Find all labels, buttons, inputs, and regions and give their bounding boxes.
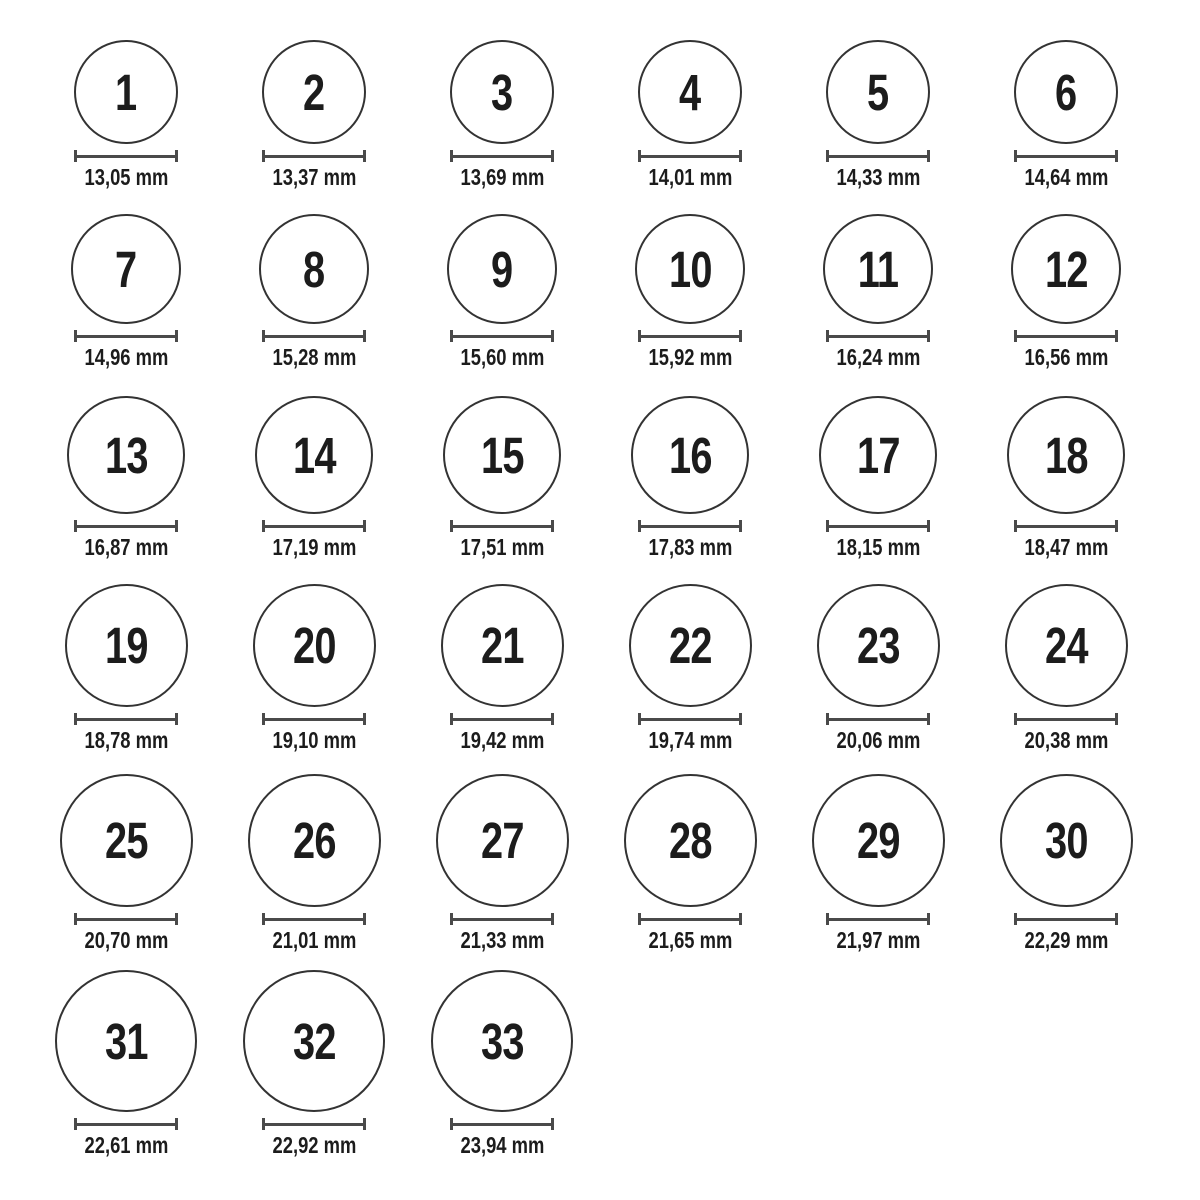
measure-line-bar (641, 525, 739, 528)
diameter-measure-line (1014, 520, 1118, 532)
diameter-label: 15,60 mm (460, 344, 544, 370)
ring-size-number: 6 (1055, 63, 1077, 121)
measure-line-bar (77, 525, 175, 528)
ring-circle (243, 970, 385, 1112)
ring-size-number: 13 (104, 426, 148, 484)
diameter-measure-line (450, 1118, 554, 1130)
diameter-label: 21,33 mm (460, 927, 544, 953)
ring-size-number: 32 (292, 1012, 336, 1070)
measure-line-bar (265, 335, 363, 338)
ring-size-cell (972, 0, 1160, 190)
measure-line-bar (265, 525, 363, 528)
ring-size-number: 28 (668, 812, 712, 869)
ring-circle (1011, 214, 1121, 324)
diameter-measure-line (262, 150, 366, 162)
diameter-measure-line (450, 713, 554, 725)
ring-size-number: 11 (857, 240, 899, 298)
measure-line-bar (1017, 335, 1115, 338)
measure-line-bar (453, 1123, 551, 1126)
measure-line-bar (453, 155, 551, 158)
diameter-label: 15,28 mm (272, 344, 356, 370)
diameter-label: 13,05 mm (84, 164, 168, 190)
ring-size-number: 16 (668, 426, 712, 484)
ring-circle (255, 396, 373, 514)
ring-size-cell (784, 753, 972, 953)
ring-circle (812, 774, 945, 907)
diameter-measure-line (1014, 713, 1118, 725)
ring-size-cell (972, 560, 1160, 753)
ring-circle (638, 40, 742, 144)
ring-circle (1014, 40, 1118, 144)
diameter-measure-line (450, 913, 554, 925)
ring-size-number: 25 (104, 812, 148, 869)
diameter-measure-line (638, 520, 742, 532)
measure-line-bar (77, 155, 175, 158)
diameter-measure-line (638, 330, 742, 342)
diameter-label: 21,01 mm (272, 927, 356, 953)
ring-size-cell (32, 753, 220, 953)
ring-circle (826, 40, 930, 144)
ring-size-cell (972, 753, 1160, 953)
measure-line-bar (453, 335, 551, 338)
ring-circle (819, 396, 937, 514)
chart-row (32, 370, 1200, 560)
ring-circle (450, 40, 554, 144)
ring-size-cell (32, 560, 220, 753)
diameter-measure-line (74, 520, 178, 532)
ring-size-cell (220, 370, 408, 560)
ring-size-cell (220, 190, 408, 370)
ring-size-cell (220, 953, 408, 1158)
measure-line-bar (265, 1123, 363, 1126)
ring-circle (631, 396, 749, 514)
ring-circle (71, 214, 181, 324)
diameter-label: 13,69 mm (460, 164, 544, 190)
ring-size-number: 4 (679, 63, 701, 121)
ring-size-number: 26 (292, 812, 336, 869)
diameter-measure-line (74, 1118, 178, 1130)
ring-circle (447, 214, 557, 324)
measure-line-bar (265, 718, 363, 721)
ring-size-cell (32, 0, 220, 190)
ring-size-number: 1 (115, 63, 137, 121)
ring-circle (60, 774, 193, 907)
measure-line-bar (829, 718, 927, 721)
ring-size-grid (32, 0, 1200, 1158)
diameter-measure-line (262, 330, 366, 342)
measure-line-bar (453, 525, 551, 528)
diameter-measure-line (74, 913, 178, 925)
ring-circle (436, 774, 569, 907)
ring-circle (248, 774, 381, 907)
diameter-label: 22,29 mm (1024, 927, 1108, 953)
measure-line-bar (1017, 155, 1115, 158)
ring-size-cell (972, 190, 1160, 370)
ring-circle (67, 396, 185, 514)
ring-size-number: 31 (104, 1012, 148, 1070)
diameter-measure-line (826, 150, 930, 162)
diameter-measure-line (450, 150, 554, 162)
ring-circle (823, 214, 933, 324)
ring-circle (65, 584, 188, 707)
measure-line-bar (829, 335, 927, 338)
chart-row (32, 953, 1200, 1158)
ring-circle (431, 970, 573, 1112)
ring-size-number: 8 (303, 240, 325, 298)
measure-line-bar (265, 155, 363, 158)
measure-line-bar (453, 718, 551, 721)
diameter-label: 16,56 mm (1024, 344, 1108, 370)
ring-size-number: 27 (480, 812, 524, 869)
ring-circle (253, 584, 376, 707)
diameter-measure-line (74, 150, 178, 162)
ring-size-cell (220, 753, 408, 953)
ring-size-number: 30 (1044, 812, 1088, 869)
diameter-measure-line (262, 1118, 366, 1130)
diameter-measure-line (638, 913, 742, 925)
ring-size-number: 18 (1044, 426, 1088, 484)
diameter-label: 14,33 mm (836, 164, 920, 190)
diameter-label: 19,10 mm (272, 727, 356, 753)
ring-size-number: 23 (856, 617, 900, 674)
ring-circle (1007, 396, 1125, 514)
measure-line-bar (77, 718, 175, 721)
ring-size-number: 20 (292, 617, 336, 674)
ring-size-cell (596, 560, 784, 753)
ring-size-number: 5 (867, 63, 889, 121)
diameter-label: 17,51 mm (460, 534, 544, 560)
diameter-label: 20,38 mm (1024, 727, 1108, 753)
ring-size-number: 29 (856, 812, 900, 869)
ring-size-cell (220, 560, 408, 753)
ring-size-cell (32, 190, 220, 370)
ring-circle (624, 774, 757, 907)
ring-circle (443, 396, 561, 514)
diameter-label: 14,64 mm (1024, 164, 1108, 190)
diameter-label: 15,92 mm (648, 344, 732, 370)
diameter-measure-line (1014, 913, 1118, 925)
ring-size-cell (596, 0, 784, 190)
ring-circle (1005, 584, 1128, 707)
diameter-measure-line (1014, 330, 1118, 342)
diameter-label: 16,87 mm (84, 534, 168, 560)
ring-circle (635, 214, 745, 324)
measure-line-bar (641, 718, 739, 721)
measure-line-bar (1017, 525, 1115, 528)
diameter-label: 20,06 mm (836, 727, 920, 753)
diameter-label: 21,97 mm (836, 927, 920, 953)
measure-line-bar (453, 918, 551, 921)
diameter-label: 14,01 mm (648, 164, 732, 190)
diameter-label: 18,47 mm (1024, 534, 1108, 560)
ring-size-cell (972, 370, 1160, 560)
diameter-measure-line (262, 713, 366, 725)
diameter-measure-line (638, 713, 742, 725)
ring-size-number: 21 (480, 617, 524, 674)
ring-size-number: 12 (1044, 240, 1088, 298)
diameter-measure-line (826, 520, 930, 532)
diameter-label: 17,83 mm (648, 534, 732, 560)
diameter-label: 16,24 mm (836, 344, 920, 370)
ring-circle (629, 584, 752, 707)
diameter-measure-line (826, 913, 930, 925)
ring-size-number: 33 (480, 1012, 524, 1070)
ring-circle (55, 970, 197, 1112)
diameter-measure-line (262, 520, 366, 532)
ring-circle (441, 584, 564, 707)
measure-line-bar (77, 918, 175, 921)
measure-line-bar (641, 335, 739, 338)
measure-line-bar (1017, 718, 1115, 721)
diameter-label: 13,37 mm (272, 164, 356, 190)
diameter-measure-line (638, 150, 742, 162)
ring-size-cell (784, 560, 972, 753)
ring-size-number: 7 (115, 240, 137, 298)
ring-size-cell (32, 953, 220, 1158)
ring-circle (259, 214, 369, 324)
ring-size-cell (784, 190, 972, 370)
diameter-measure-line (450, 330, 554, 342)
diameter-label: 21,65 mm (648, 927, 732, 953)
diameter-measure-line (262, 913, 366, 925)
ring-size-cell (32, 370, 220, 560)
ring-size-cell (596, 753, 784, 953)
ring-size-cell (596, 190, 784, 370)
chart-row (32, 190, 1200, 370)
measure-line-bar (829, 525, 927, 528)
measure-line-bar (641, 918, 739, 921)
ring-size-cell (408, 560, 596, 753)
ring-size-number: 24 (1044, 617, 1088, 674)
diameter-label: 22,61 mm (84, 1132, 168, 1158)
chart-row (32, 753, 1200, 953)
ring-size-number: 22 (668, 617, 712, 674)
chart-row (32, 560, 1200, 753)
ring-size-cell (784, 0, 972, 190)
ring-size-number: 14 (292, 426, 336, 484)
diameter-label: 19,42 mm (460, 727, 544, 753)
measure-line-bar (77, 335, 175, 338)
ring-size-number: 15 (480, 426, 524, 484)
ring-size-number: 19 (104, 617, 148, 674)
ring-circle (817, 584, 940, 707)
measure-line-bar (265, 918, 363, 921)
ring-size-cell (408, 953, 596, 1158)
diameter-measure-line (450, 520, 554, 532)
ring-circle (262, 40, 366, 144)
diameter-label: 14,96 mm (84, 344, 168, 370)
diameter-measure-line (1014, 150, 1118, 162)
diameter-label: 20,70 mm (84, 927, 168, 953)
diameter-measure-line (74, 713, 178, 725)
measure-line-bar (829, 918, 927, 921)
ring-size-number: 3 (491, 63, 513, 121)
ring-size-number: 2 (303, 63, 325, 121)
diameter-label: 23,94 mm (460, 1132, 544, 1158)
measure-line-bar (829, 155, 927, 158)
ring-size-cell (784, 370, 972, 560)
diameter-label: 18,15 mm (836, 534, 920, 560)
ring-size-cell (408, 753, 596, 953)
measure-line-bar (77, 1123, 175, 1126)
ring-circle (74, 40, 178, 144)
diameter-measure-line (826, 713, 930, 725)
diameter-measure-line (826, 330, 930, 342)
ring-size-number: 17 (856, 426, 900, 484)
diameter-measure-line (74, 330, 178, 342)
ring-circle (1000, 774, 1133, 907)
ring-size-cell (596, 370, 784, 560)
chart-row (32, 0, 1200, 190)
diameter-label: 19,74 mm (648, 727, 732, 753)
diameter-label: 18,78 mm (84, 727, 168, 753)
diameter-label: 17,19 mm (272, 534, 356, 560)
diameter-label: 22,92 mm (272, 1132, 356, 1158)
ring-size-cell (408, 0, 596, 190)
measure-line-bar (641, 155, 739, 158)
ring-size-cell (408, 370, 596, 560)
ring-size-number: 10 (668, 240, 712, 298)
ring-size-number: 9 (491, 240, 513, 298)
ring-size-cell (408, 190, 596, 370)
ring-size-cell (220, 0, 408, 190)
measure-line-bar (1017, 918, 1115, 921)
